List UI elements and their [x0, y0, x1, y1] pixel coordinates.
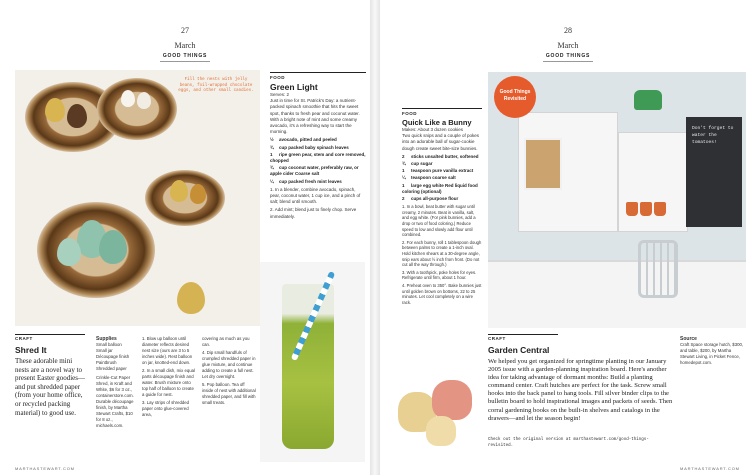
bunny-cookies-photo	[388, 372, 480, 460]
source-column	[680, 336, 746, 366]
paper-nest	[97, 78, 177, 140]
source-title: Source	[680, 336, 697, 342]
ingredient	[402, 161, 482, 167]
divider	[270, 72, 366, 73]
ingredient-item: ripe green pear, stem and core removed, chopped	[270, 151, 366, 164]
supply-item: Shredded paper	[96, 366, 127, 371]
ingredient-item: cup packed baby spinach leaves	[279, 144, 349, 150]
ingredient-qty: 2	[402, 153, 405, 159]
page-number: 27	[181, 26, 189, 35]
recipe-step: 1. In a bowl, beat butter with sugar until creamy, 2 minutes. Beat in vanilla, salt, and egg white. (For pink bunnies, add a drop or two of food coloring.) Reduce speed to low and slowly add flour until combined.	[402, 204, 476, 238]
ingredient-item: cup coconut water, preferably raw, or apple cider Coarse salt	[270, 165, 359, 177]
ingredient-item: cup sugar	[411, 161, 433, 167]
supply-item: Paintbrush	[96, 360, 117, 365]
ingredient	[270, 152, 366, 164]
supplies-note: Crinkle-Cut Paper Shred, in Kraft and White, $6 for 3 oz., containerstore.com. Durable découpage finish, by Martha Stewart Crafts, $10 for 8 oz., michaels.com.	[96, 375, 134, 428]
recipe-serves: Serves: 2	[270, 92, 290, 97]
ingredient	[402, 168, 482, 174]
craft-title: Garden Central	[488, 345, 550, 355]
flower-pot	[626, 202, 638, 216]
recipe-intro: Two quick snips and a couple of pokes into an adorable ball of sugar-cookie dough create sweet bite-size bunnies.	[402, 133, 480, 151]
craft-tag: CRAFT	[15, 336, 33, 341]
ingredient-qty: 1	[270, 151, 273, 157]
ingredient-qty: 1	[402, 168, 405, 174]
chocolate-egg	[67, 104, 87, 128]
watering-can	[634, 90, 662, 110]
divider	[15, 334, 85, 335]
nests-photo	[15, 70, 260, 326]
gold-egg	[177, 282, 205, 314]
bulletin-board	[524, 138, 562, 190]
gold-egg	[45, 98, 65, 122]
flower-pot	[640, 202, 652, 216]
ingredient	[402, 154, 482, 160]
supply-item: Small balloon	[96, 342, 122, 347]
ingredient-item: large egg white Red liquid food coloring (optional)	[402, 182, 478, 194]
craft-step: 3. Lay strips of shredded paper onto glue-covered area,	[142, 400, 190, 417]
ingredient-item: cups all-purpose flour	[411, 196, 459, 202]
ingredient-item: cup packed fresh mint leaves	[279, 178, 342, 184]
recipe-step: 1. In a blender, combine avocado, spinach, pear, coconut water, 1 cup ice, and a pinch of salt; blend until smooth.	[270, 186, 361, 205]
month-heading: March	[174, 41, 196, 50]
recipe-step: 2. Add mint; blend just to finely chop. Serve immediately.	[270, 207, 357, 219]
ingredient-qty: 2	[402, 196, 405, 202]
recipe-step: 2. For each bunny, roll 1 tablespoon dough between palms to create a 1-inch oval. Hold kitchen shears at a 30-degree angle, snip ears about ½ inch from front. (Do not cut all the way through.)	[402, 239, 482, 268]
footer-url: MARTHASTEWART.COM	[680, 466, 740, 471]
section-heading: GOOD THINGS	[162, 53, 208, 59]
ingredient-item: sticks unsalted butter, softened	[411, 153, 479, 159]
chair	[638, 240, 678, 298]
ingredient	[402, 196, 482, 202]
recipe-green-light	[270, 72, 366, 220]
revisited-badge: Good Things Revisited	[494, 76, 536, 118]
supplies-column	[96, 336, 136, 429]
craft-body: These adorable mini nests are a novel way to present Easter goodies—and put shredded paper (from your home office, or recycled packing material) to good use.	[15, 357, 85, 417]
food-tag: FOOD	[270, 75, 285, 80]
right-page	[380, 0, 750, 475]
revisited-link[interactable]: Check out the original version at marthastewart.com/good-things-revisited.	[488, 438, 649, 448]
supplies-title: Supplies	[96, 336, 117, 342]
flower-pot	[654, 202, 666, 216]
chalkboard: Don't forget to water the tomatoes!	[686, 117, 742, 227]
ingredient-qty: ¾	[402, 161, 406, 167]
ingredient-qty: ¼	[270, 178, 274, 184]
craft-step: covering as much as you can.	[202, 336, 250, 347]
ingredient	[402, 175, 482, 181]
footer-url: MARTHASTEWART.COM	[15, 466, 75, 471]
supply-item: Découpage finish	[96, 354, 130, 359]
desk	[488, 260, 746, 328]
ingredient-qty: 1	[402, 182, 405, 188]
ingredient	[270, 137, 366, 143]
page-number: 28	[564, 26, 572, 35]
ingredient-item: teaspoon pure vanilla extract	[411, 168, 474, 174]
gold-egg	[190, 184, 206, 204]
green-egg	[99, 230, 127, 264]
food-tag: FOOD	[402, 111, 417, 116]
bunny-cookie	[426, 416, 456, 446]
left-page	[0, 0, 370, 475]
craft-body: We helped you get organized for springtime planting in our January 2005 issue with a garden-planning inspiration board. Here's another idea for taking advantage of dormant months: Build a planting command center. Craft hutches are perfect for the task. Screw small hooks into the back panel to hang tools. Fill silver binder clips to the bulletin board to hold inspirational images and packets of seeds. Then corral gardening books on the built-in shelves and catalogs in the drawers—and let the season begin!	[488, 358, 673, 422]
white-egg	[121, 90, 135, 107]
ingredient	[270, 145, 366, 151]
recipe-title: Quick Like a Bunny	[402, 118, 472, 127]
ingredient	[270, 165, 366, 177]
ingredient-qty: ¾	[270, 165, 274, 171]
garden-center-photo	[488, 72, 746, 328]
craft-step: 2. In a small dish, mix equal parts découpage finish and water. Brush mixture onto top half of balloon to create a guide for nest.	[142, 368, 196, 397]
ingredient	[402, 183, 482, 195]
bunny-cookie	[432, 380, 472, 420]
source-text: Craft Space storage hutch, $300, and table, $200, by Martha Stewart Living, in Picket Fence, homedepot.com.	[680, 342, 744, 365]
recipe-makes: Makes: About 3 dozen cookies	[402, 127, 464, 132]
nest-note: Fill the nests with jelly beans, foil-wrapped chocolate eggs, and other small candies.	[178, 78, 254, 93]
divider	[543, 61, 593, 62]
white-egg	[137, 92, 151, 109]
craft-step: 1. Blow up balloon until diameter reflects desired nest size (ours are 3 to 5 inches wide). Rest balloon on jar, knotted-end down.	[142, 336, 193, 365]
month-heading: March	[557, 41, 579, 50]
ingredient	[270, 179, 366, 185]
recipe-step: 4. Preheat oven to 350°. Bake bunnies just until golden brown on bottoms, 22 to 25 minutes. Let cool completely on a wire rack.	[402, 282, 482, 305]
smoothie-photo	[260, 262, 365, 462]
section-heading: GOOD THINGS	[545, 53, 591, 59]
craft-title: Shred It	[15, 345, 47, 355]
recipe-quick-bunny	[402, 108, 482, 305]
divider	[488, 334, 558, 335]
smoothie-glass	[282, 284, 334, 449]
supply-item: Small jar	[96, 348, 113, 353]
gold-egg	[170, 180, 188, 202]
page-gutter	[370, 0, 380, 475]
craft-step: 4. Dip small handfuls of crumpled shredded paper in glue mixture, and continue adding to create a full nest. Let dry overnight.	[202, 350, 256, 379]
recipe-intro: Just in time for St. Patrick's Day: a nutrient-packed spinach smoothie that hits the sweet spot, thanks to fresh pear and coconut water. With a bright note of mint and some creamy avocado, it's a refreshing way to start the morning.	[270, 98, 360, 135]
ingredient-item: teaspoon coarse salt	[411, 175, 456, 181]
divider	[160, 61, 210, 62]
recipe-title: Green Light	[270, 82, 318, 92]
craft-tag: CRAFT	[488, 336, 506, 341]
recipe-step: 3. With a toothpick, poke holes for eyes. Refrigerate until firm, about 1 hour.	[402, 269, 477, 281]
steps-column	[142, 336, 196, 418]
steps-column	[202, 336, 256, 406]
ingredient-qty: ¼	[402, 175, 406, 181]
ingredient-item: avocado, pitted and peeled	[279, 137, 337, 143]
craft-step: 5. Pop balloon. Tea off inside of nest with additional shredded paper, and fill with small treats.	[202, 382, 256, 405]
ingredient-qty: ¾	[270, 144, 274, 150]
ingredient-qty: ½	[270, 137, 274, 143]
hutch-shelf	[618, 132, 688, 232]
green-egg	[57, 238, 81, 266]
divider	[402, 108, 482, 109]
